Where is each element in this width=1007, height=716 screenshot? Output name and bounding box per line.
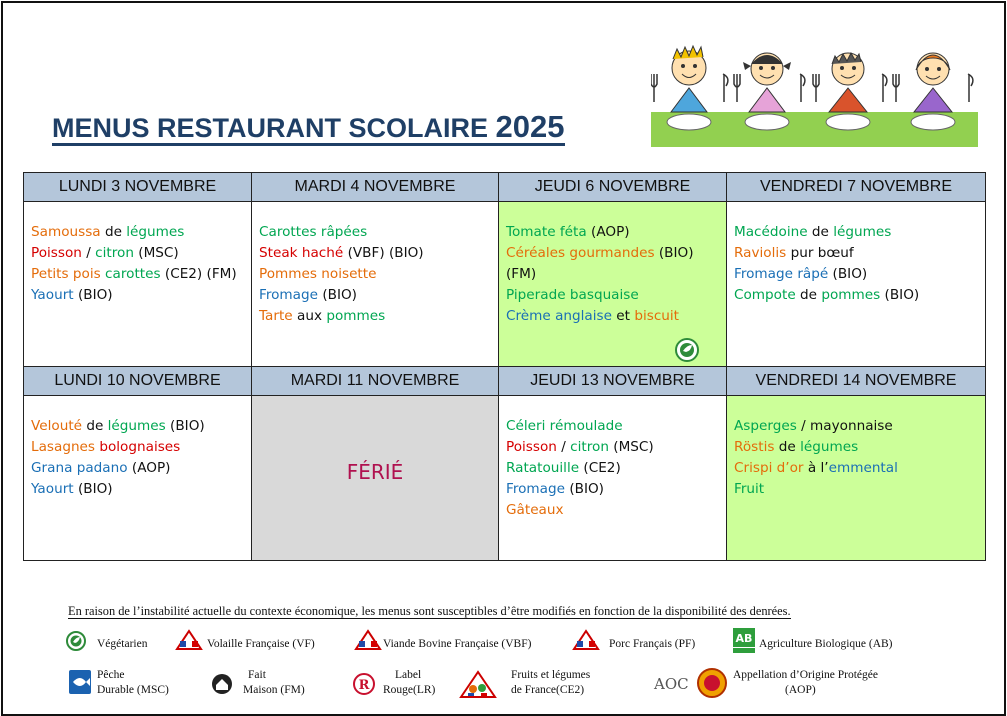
- day-menu-cell: [499, 396, 727, 561]
- menu-item: [506, 458, 726, 479]
- menu-item: [506, 416, 726, 437]
- menu-item-text: Tarte: [259, 308, 293, 324]
- day-header: JEUDI 13 NOVEMBRE: [499, 367, 727, 396]
- ab-organic-icon: [733, 628, 755, 654]
- legend-vegetarien: Végétarien: [97, 638, 148, 650]
- menu-item-text: biscuit: [634, 308, 680, 324]
- menu-item: [734, 285, 985, 306]
- menu-item: [31, 243, 251, 264]
- legend-msc-1: Pêche: [97, 669, 125, 681]
- menu-item-text: (CE2) (FM): [160, 266, 237, 282]
- menu-items: [252, 202, 498, 327]
- day-menu-cell: [252, 396, 499, 561]
- menu-item: [506, 306, 726, 327]
- menu-item-text: pommes: [326, 308, 386, 324]
- legend-vf: Volaille Française (VF): [207, 638, 315, 650]
- menu-item-text: Macédoine: [734, 224, 808, 240]
- label-rouge-icon: [352, 673, 376, 695]
- menu-item-text: Céleri rémoulade: [506, 418, 623, 434]
- menu-item-text: à l’: [803, 460, 829, 476]
- menu-item: [259, 222, 498, 243]
- menu-item: [734, 243, 985, 264]
- menu-item-text: (BIO): [165, 418, 205, 434]
- menu-row: [24, 396, 986, 561]
- menu-item-text: (BIO): [654, 245, 694, 261]
- aop-icon: [652, 667, 728, 699]
- menu-items: [252, 396, 498, 416]
- menu-item-text: / mayonnaise: [796, 418, 893, 434]
- pf-flag-icon: [571, 629, 601, 653]
- menu-item-text: légumes: [126, 224, 185, 240]
- menu-item-text: (BIO): [880, 287, 920, 303]
- menu-item-text: carottes: [105, 266, 161, 282]
- menu-item-text: pommes: [821, 287, 881, 303]
- menu-item-text: (AOP): [127, 460, 171, 476]
- menu-item: [506, 243, 726, 264]
- day-header: VENDREDI 14 NOVEMBRE: [727, 367, 986, 396]
- day-header: MARDI 11 NOVEMBRE: [252, 367, 499, 396]
- menu-item-text: (MSC): [133, 245, 179, 261]
- vegetarian-icon: [675, 338, 699, 362]
- menu-item-text: citron: [95, 245, 134, 261]
- menu-item-text: Compote: [734, 287, 796, 303]
- menu-item: [259, 264, 498, 285]
- menu-item-text: Fromage râpé: [734, 266, 829, 282]
- menu-item: [31, 458, 251, 479]
- menu-item-text: Gâteaux: [506, 502, 564, 518]
- menu-item-text: Röstis: [734, 439, 775, 455]
- menu-item-text: légumes: [107, 418, 166, 434]
- msc-fish-icon: [69, 670, 91, 694]
- legend-aop-1: Appellation d’Origine Protégée: [733, 669, 878, 681]
- menu-item-text: Asperges: [734, 418, 797, 434]
- menu-item: [31, 264, 251, 285]
- menu-item: [506, 479, 726, 500]
- legend-fm-2: Maison (FM): [243, 684, 305, 696]
- menu-item: [259, 243, 498, 264]
- menu-item: [259, 285, 498, 306]
- title-year: 2025: [495, 109, 565, 144]
- menu-item: [31, 416, 251, 437]
- menu-item: [734, 222, 985, 243]
- legend-fm-1: Fait: [248, 669, 266, 681]
- menu-item: [734, 458, 985, 479]
- menu-item-text: (BIO): [73, 287, 113, 303]
- vegetarian-icon: [66, 631, 86, 651]
- svg-text:AB: AB: [735, 632, 753, 645]
- fait-maison-icon: [211, 673, 233, 695]
- notice-text: En raison de l’instabilité actuelle du contexte économique, les menus sont susceptibles d’être modifiés en fonction de la disponibilité des denrées.: [68, 604, 791, 618]
- header-row: [24, 173, 986, 202]
- menu-item: [31, 437, 251, 458]
- menu-item-text: (BIO): [318, 287, 357, 303]
- menu-item-text: Piperade basquaise: [506, 287, 639, 303]
- menu-item-text: pur bœuf: [786, 245, 854, 261]
- menu-item-text: Raviolis: [734, 245, 787, 261]
- menu-item: [734, 479, 985, 500]
- children-at-table-illustration: [651, 44, 978, 147]
- menu-item-text: bolognaises: [99, 439, 181, 455]
- menu-item-text: Petits pois: [31, 266, 106, 282]
- menu-item-text: Pommes noisette: [259, 266, 377, 282]
- menu-item-text: Poisson: [31, 245, 82, 261]
- menu-item-text: aux: [292, 308, 327, 324]
- day-menu-cell: [24, 396, 252, 561]
- menu-items: [499, 202, 726, 327]
- day-header: MARDI 4 NOVEMBRE: [252, 173, 499, 202]
- menu-item-text: Velouté: [31, 418, 83, 434]
- day-menu-cell: [24, 202, 252, 367]
- svg-text:R: R: [358, 678, 370, 693]
- day-header: LUNDI 10 NOVEMBRE: [24, 367, 252, 396]
- legend-lr-1: Label: [395, 669, 422, 681]
- menu-item-text: (AOP): [586, 224, 630, 240]
- menu-item-text: /: [81, 245, 96, 261]
- menu-items: [727, 396, 985, 500]
- menu-item-text: (CE2): [579, 460, 621, 476]
- menu-item-text: Grana padano: [31, 460, 128, 476]
- day-menu-cell: [727, 202, 986, 367]
- menu-item-text: Tomate féta: [506, 224, 587, 240]
- menu-row: [24, 202, 986, 367]
- day-header: LUNDI 3 NOVEMBRE: [24, 173, 252, 202]
- menu-item: [506, 437, 726, 458]
- page-title: [52, 109, 565, 146]
- menu-table: [23, 172, 986, 561]
- menu-item-text: (MSC): [608, 439, 654, 455]
- menu-item-text: de: [774, 439, 801, 455]
- menu-item-text: (VBF) (BIO): [343, 245, 424, 261]
- menu-item: [734, 264, 985, 285]
- menu-item-text: légumes: [800, 439, 859, 455]
- fruits-legumes-france-icon: [458, 669, 498, 701]
- vbf-flag-icon: [353, 629, 383, 653]
- menu-item-text: Yaourt: [31, 287, 74, 303]
- legend-msc-2: Durable (MSC): [97, 684, 169, 696]
- vf-flag-icon: [174, 629, 204, 653]
- menu-item-text: /: [556, 439, 571, 455]
- menu-item-text: Ratatouille: [506, 460, 580, 476]
- menu-item: [31, 222, 251, 243]
- menu-item-text: (BIO): [565, 481, 604, 497]
- menu-item-text: emmental: [828, 460, 898, 476]
- legend-lr-2: Rouge(LR): [383, 684, 436, 696]
- menu-item: [31, 479, 251, 500]
- menu-item: [506, 285, 726, 306]
- day-menu-cell: [499, 202, 727, 367]
- legend-ce2-2: de France(CE2): [511, 684, 585, 696]
- menu-item-text: Lasagnes: [31, 439, 100, 455]
- menu-items: [24, 396, 251, 500]
- svg-text:AOC: AOC: [654, 675, 689, 693]
- menu-item-text: Yaourt: [31, 481, 74, 497]
- menu-item-text: Crème anglaise: [506, 308, 612, 324]
- holiday-label: FÉRIÉ: [346, 460, 404, 484]
- menu-item-text: citron: [570, 439, 609, 455]
- legend-aop-2: (AOP): [785, 684, 816, 696]
- legend-ab: Agriculture Biologique (AB): [759, 638, 893, 650]
- menu-item: [734, 437, 985, 458]
- day-menu-cell: [727, 396, 986, 561]
- menu-item-text: Carottes râpées: [259, 224, 368, 240]
- menu-item-text: de: [100, 224, 127, 240]
- menu-item-text: Fromage: [259, 287, 319, 303]
- day-header: VENDREDI 7 NOVEMBRE: [727, 173, 986, 202]
- menu-items: [24, 202, 251, 306]
- menu-item-text: (BIO): [73, 481, 113, 497]
- menu-item: [506, 222, 726, 243]
- header-row: [24, 367, 986, 396]
- menu-item-text: Poisson: [506, 439, 557, 455]
- menu-item-text: de: [807, 224, 834, 240]
- menu-item: [259, 306, 498, 327]
- legend-pf: Porc Français (PF): [609, 638, 696, 650]
- menu-item-text: Fruit: [734, 481, 765, 497]
- day-header: JEUDI 6 NOVEMBRE: [499, 173, 727, 202]
- menu-item: [506, 264, 726, 285]
- menu-item-text: de: [82, 418, 108, 434]
- menu-item-text: (BIO): [828, 266, 868, 282]
- menu-item-text: Samoussa: [31, 224, 101, 240]
- day-menu-cell: [252, 202, 499, 367]
- menu-items: [499, 396, 726, 521]
- legend-ce2-1: Fruits et légumes: [511, 669, 591, 681]
- menu-item-text: (FM): [506, 266, 537, 282]
- menu-item-text: Céréales gourmandes: [506, 245, 655, 261]
- menu-items: [727, 202, 985, 306]
- menu-item: [31, 285, 251, 306]
- title-text: MENUS RESTAURANT SCOLAIRE: [52, 113, 489, 143]
- menu-item-text: Fromage: [506, 481, 566, 497]
- menu-item: [734, 416, 985, 437]
- menu-item-text: de: [795, 287, 822, 303]
- menu-item-text: légumes: [833, 224, 892, 240]
- menu-item-text: et: [611, 308, 635, 324]
- legend-vbf: Viande Bovine Française (VBF): [383, 638, 532, 650]
- menu-item-text: Crispi d’or: [734, 460, 804, 476]
- menu-item: [506, 500, 726, 521]
- menu-item-text: Steak haché: [259, 245, 344, 261]
